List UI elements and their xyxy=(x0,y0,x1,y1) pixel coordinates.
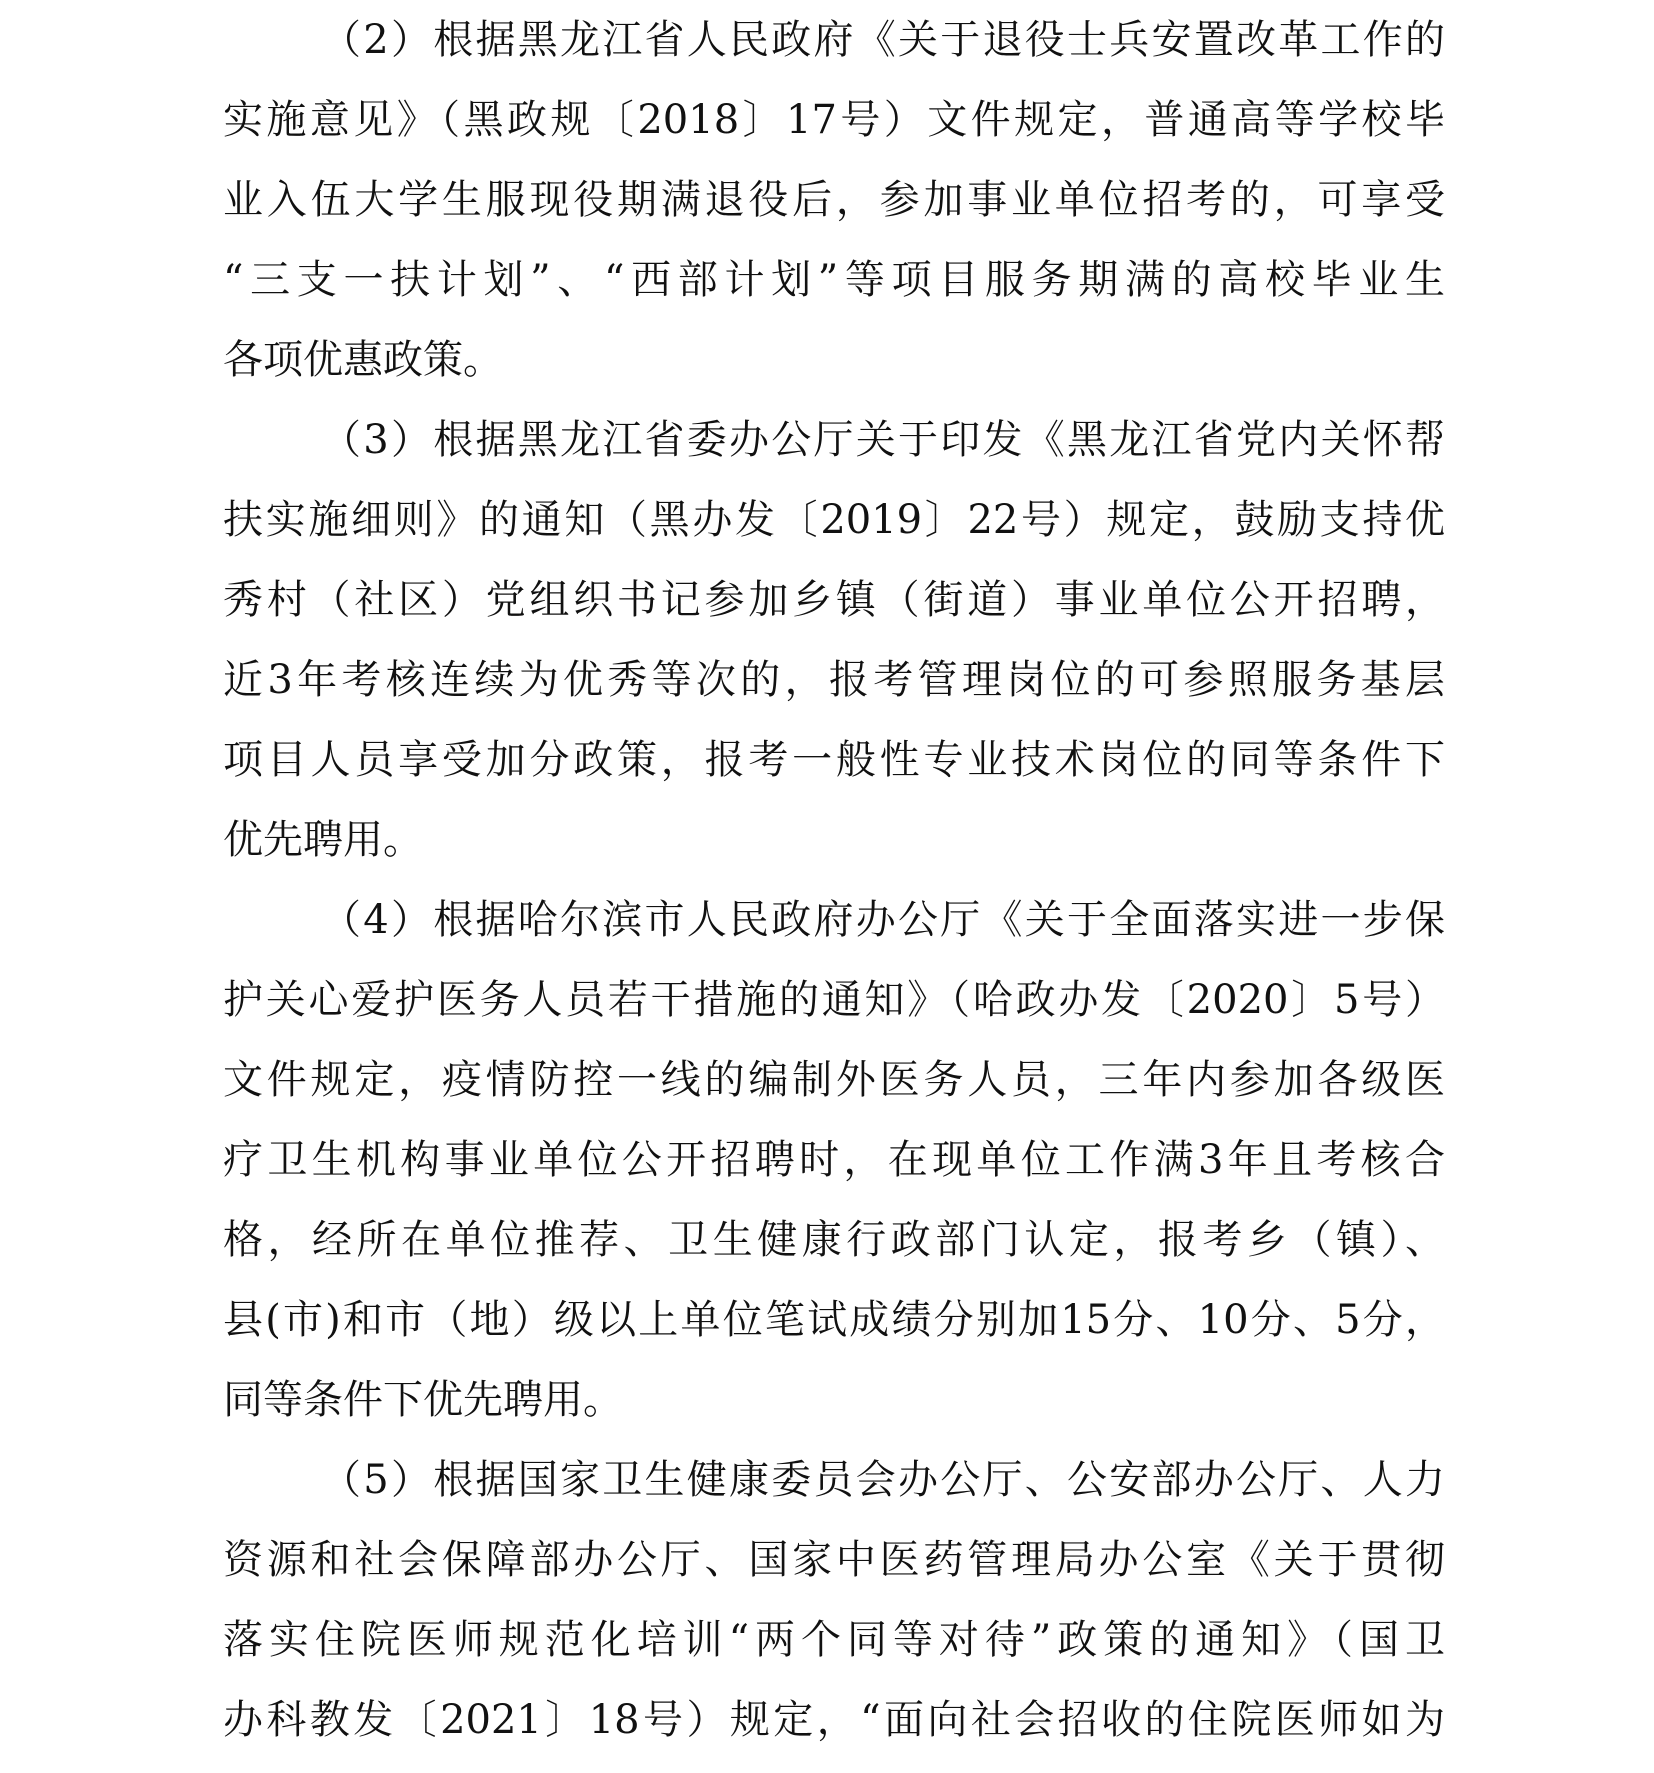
paragraph-line: 疗卫生机构事业单位公开招聘时，在现单位工作满3年且考核合 xyxy=(223,1137,1445,1183)
paragraph-line: 资源和社会保障部办公厅、国家中医药管理局办公室《关于贯彻 xyxy=(223,1537,1445,1583)
paragraph-line: 秀村（社区）党组织书记参加乡镇（街道）事业单位公开招聘， xyxy=(223,577,1445,623)
paragraph-line: 优先聘用。 xyxy=(223,817,423,863)
paragraph-line: （5）根据国家卫生健康委员会办公厅、公安部办公厅、人力 xyxy=(321,1457,1445,1503)
paragraph-line: 同等条件下优先聘用。 xyxy=(223,1377,623,1423)
paragraph-line: 近3年考核连续为优秀等次的，报考管理岗位的可参照服务基层 xyxy=(223,657,1445,703)
paragraph-3 xyxy=(223,400,1445,880)
paragraph-line: 落实住院医师规范化培训“两个同等对待”政策的通知》（国卫 xyxy=(223,1617,1445,1663)
paragraph-line: 各项优惠政策。 xyxy=(223,337,503,383)
paragraph-line: 实施意见》（黑政规〔2018〕17号）文件规定，普通高等学校毕 xyxy=(223,97,1445,143)
paragraph-2 xyxy=(223,0,1445,400)
paragraph-line: 项目人员享受加分政策，报考一般性专业技术岗位的同等条件下 xyxy=(223,737,1445,783)
paragraph-line: 护关心爱护医务人员若干措施的通知》（哈政办发〔2020〕5号） xyxy=(223,977,1445,1023)
paragraph-line: （3）根据黑龙江省委办公厅关于印发《黑龙江省党内关怀帮 xyxy=(321,417,1445,463)
paragraph-4 xyxy=(223,880,1445,1440)
paragraph-line: 扶实施细则》的通知（黑办发〔2019〕22号）规定，鼓励支持优 xyxy=(223,497,1445,543)
paragraph-line: 格，经所在单位推荐、卫生健康行政部门认定，报考乡（镇）、 xyxy=(223,1217,1445,1263)
paragraph-5 xyxy=(223,1440,1445,1760)
paragraph-line: （2）根据黑龙江省人民政府《关于退役士兵安置改革工作的 xyxy=(321,17,1445,63)
paragraph-line: 县(市)和市（地）级以上单位笔试成绩分别加15分、10分、5分， xyxy=(223,1297,1445,1343)
paragraph-line: 业入伍大学生服现役期满退役后，参加事业单位招考的，可享受 xyxy=(223,177,1445,223)
paragraph-line: “三支一扶计划”、“西部计划”等项目服务期满的高校毕业生 xyxy=(223,257,1445,303)
paragraph-line: （4）根据哈尔滨市人民政府办公厅《关于全面落实进一步保 xyxy=(321,897,1445,943)
document-page xyxy=(223,0,1445,1760)
paragraph-line: 办科教发〔2021〕18号）规定，“面向社会招收的住院医师如为 xyxy=(223,1697,1445,1743)
paragraph-line: 文件规定，疫情防控一线的编制外医务人员，三年内参加各级医 xyxy=(223,1057,1445,1103)
